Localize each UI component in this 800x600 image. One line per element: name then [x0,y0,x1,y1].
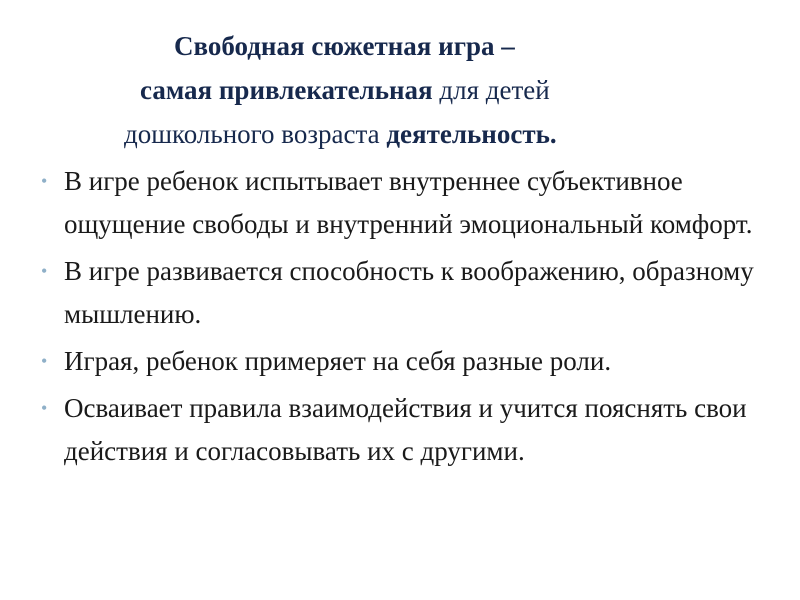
heading-line-1: Свободная сюжетная игра – [174,31,515,61]
bullet-item [38,387,768,473]
bullet-text: Осваивает правила взаимодействия и учится пояснять свои действия и согласовывать их с другими. [64,393,747,466]
heading-line-3 [90,112,770,156]
bullet-dot-icon: • [41,261,48,281]
bullet-item [38,340,768,383]
heading-line-2-normal: для детей [432,75,550,105]
bullet-list [38,160,768,477]
bullet-text: Играя, ребенок примеряет на себя разные роли. [64,346,612,376]
bullet-dot-icon: • [41,171,48,191]
bullet-item [38,250,768,336]
heading-line-3-normal: дошкольного возраста [124,119,387,149]
bullet-text: В игре развивается способность к воображению, образному мышлению. [64,256,754,329]
slide-heading [90,24,770,156]
heading-line-3-bold: деятельность. [386,119,557,149]
bullet-text: В игре ребенок испытывает внутреннее субъективное ощущение свободы и внутренний эмоциональный комфорт. [64,166,753,239]
heading-line-2 [90,68,770,112]
bullet-item [38,160,768,246]
bullet-dot-icon: • [41,351,48,371]
heading-line-2-bold: самая привлекательная [140,75,433,105]
bullet-dot-icon: • [41,398,48,418]
